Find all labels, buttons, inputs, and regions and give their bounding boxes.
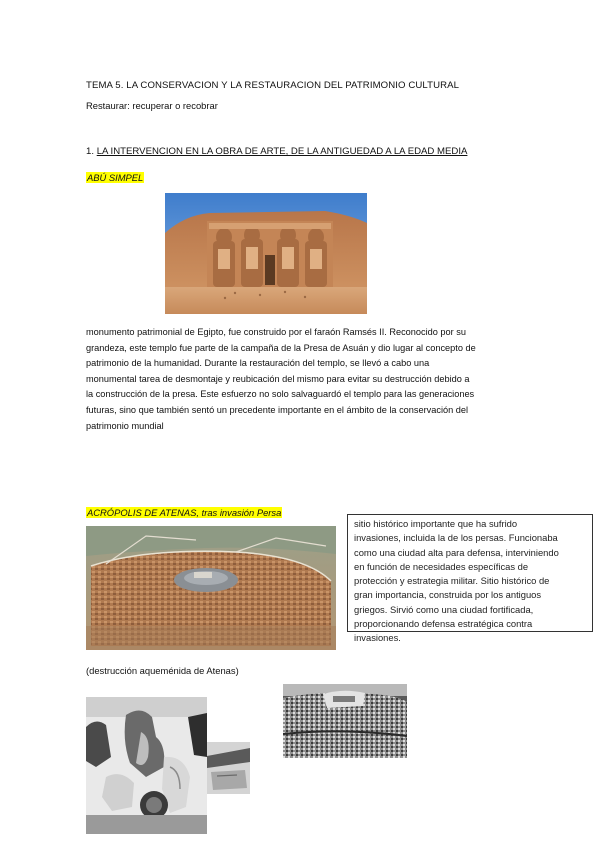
sculpture-fragments-photo bbox=[86, 697, 207, 834]
paragraph-line: futuras, sino que también sentó un precedente importante en el ámbito de la conservación del bbox=[86, 404, 469, 415]
paragraph-line: patrimonio de la humanidad. Durante la restauración del templo, se llevó a cabo una bbox=[86, 358, 430, 369]
acropolis-heading: ACRÓPOLIS DE ATENAS, tras invasión Persa bbox=[87, 507, 282, 518]
page-title: TEMA 5. LA CONSERVACION Y LA RESTAURACION DEL PATRIMONIO CULTURAL bbox=[86, 80, 460, 91]
section-number: 1. bbox=[86, 146, 95, 157]
textbox-line: en función de necesidades específicas de bbox=[354, 560, 529, 572]
section-heading-text: LA INTERVENCION EN LA OBRA DE ARTE, DE LA ANTIGUEDAD A LA EDAD MEDIA bbox=[96, 146, 468, 157]
page-subtitle: Restaurar: recuperar o recobrar bbox=[86, 100, 218, 111]
textbox-line: gran importancia, construida por los antiguos bbox=[354, 589, 542, 601]
athens-ruins-aerial-photo bbox=[283, 684, 407, 758]
paragraph-line: grandeza, este templo fue parte de la campaña de la Presa de Asuán y dio lugar al concepto de bbox=[86, 342, 476, 353]
textbox-line: griegos. Sirvió como una ciudad fortificada, bbox=[354, 603, 534, 615]
paragraph-line: monumento patrimonial de Egipto, fue construido por el faraón Ramsés II. Reconocido por su bbox=[86, 327, 466, 337]
abu-simbel-heading-wrap bbox=[86, 168, 144, 186]
acropolis-heading-wrap bbox=[86, 503, 282, 521]
section-heading bbox=[86, 145, 467, 159]
paragraph-line: la construcción de la presa. Este esfuerzo no solo salvaguardó el templo para las generaciones bbox=[86, 389, 475, 400]
textbox-line: invasiones, incluida la de los persas. Funcionaba bbox=[354, 532, 558, 544]
paragraph-line: monumental tarea de desmontaje y reubicación del mismo para evitar su destrucción debido a bbox=[86, 373, 470, 384]
abu-simbel-temple-photo bbox=[165, 193, 367, 314]
textbox-line: como una ciudad alta para defensa, interviniendo bbox=[354, 546, 559, 558]
textbox-line: sitio histórico importante que ha sufrido bbox=[354, 518, 518, 529]
ruin-fragment-photo bbox=[207, 742, 250, 794]
textbox-line: invasiones. bbox=[354, 632, 401, 644]
abu-simbel-heading: ABÚ SIMPEL bbox=[87, 172, 144, 183]
destruction-caption: (destrucción aqueménida de Atenas) bbox=[86, 665, 239, 676]
textbox-line: protección y estrategia militar. Sitio histórico de bbox=[354, 575, 550, 587]
acropolis-textbox bbox=[347, 514, 593, 644]
acropolis-aerial-image bbox=[86, 526, 336, 650]
paragraph-line: patrimonio mundial bbox=[86, 420, 164, 431]
abu-simbel-paragraph bbox=[86, 325, 526, 434]
textbox-line: proporcionando defensa estratégica contra bbox=[354, 618, 533, 630]
